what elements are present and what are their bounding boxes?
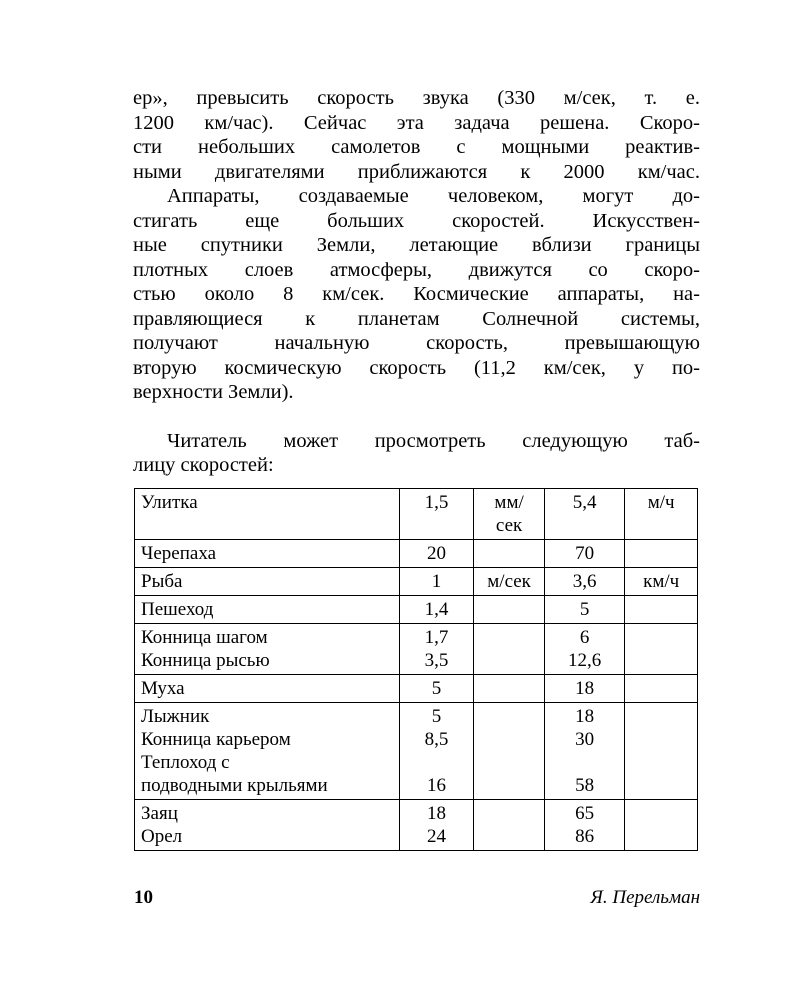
table-cell-line: м/ч <box>647 492 675 513</box>
table-cell-line: Конница карьером <box>141 729 291 750</box>
table-cell-line: Муха <box>141 678 185 699</box>
table-cell-line: Орел <box>141 826 183 847</box>
text-line: лицу скоростей: <box>133 454 274 476</box>
page-body <box>133 86 700 478</box>
speed-alt-unit-cell <box>625 568 698 596</box>
text-line: 1200 км/час). Сейчас эта задача решена. Скоро- <box>133 111 700 134</box>
table-cell-line: 1 <box>431 571 442 592</box>
table-cell-line: Лыжник <box>141 706 210 727</box>
text-line: ер», превысить скорость звука (330 м/сек, т. е. <box>133 87 700 109</box>
text-line: плотных слоев атмосферы, движутся со скоро- <box>133 258 700 281</box>
table-row <box>135 675 698 703</box>
table-cell-line: 1,4 <box>424 599 449 620</box>
paragraph-2 <box>133 184 700 405</box>
animal-name-cell <box>135 596 400 624</box>
table-cell-line: 3,6 <box>572 571 597 592</box>
table-cell-line: 18 <box>427 803 447 824</box>
animal-name-cell <box>135 800 400 851</box>
speed-unit-cell <box>474 489 545 540</box>
table-cell-line <box>551 751 618 774</box>
paragraph-3 <box>133 429 700 478</box>
running-author: Я. Перельман <box>590 887 700 908</box>
table-cell-line: 12,6 <box>568 650 602 671</box>
table-cell-line: Пешеход <box>141 599 214 620</box>
table-cell-line: Конница шагом <box>141 627 268 648</box>
speed-alt-value-cell <box>544 568 624 596</box>
table-cell-line: 86 <box>575 826 595 847</box>
animal-name-cell <box>135 489 400 540</box>
speed-alt-value-cell <box>544 540 624 568</box>
speed-alt-value-cell <box>544 624 624 675</box>
speed-value-cell <box>399 624 473 675</box>
animal-name-cell <box>135 703 400 800</box>
table-cell-line: 6 <box>579 627 590 648</box>
speed-alt-value-cell <box>544 489 624 540</box>
table-row <box>135 568 698 596</box>
speed-alt-unit-cell <box>625 540 698 568</box>
speed-alt-value-cell <box>544 675 624 703</box>
speed-unit-cell <box>474 596 545 624</box>
speed-alt-unit-cell <box>625 703 698 800</box>
table-cell-line: Черепаха <box>141 543 216 564</box>
animal-name-cell <box>135 624 400 675</box>
text-line: ными двигателями приближаются к 2000 км/час. <box>133 160 700 183</box>
table-cell-line: 58 <box>575 775 595 796</box>
speed-alt-unit-cell <box>625 675 698 703</box>
speed-alt-value-cell <box>544 800 624 851</box>
table-cell-line: Конница рысью <box>141 650 270 671</box>
speed-value-cell <box>399 540 473 568</box>
table-cell-line <box>406 751 467 774</box>
table-row <box>135 703 698 800</box>
table-row <box>135 596 698 624</box>
animal-name-cell <box>135 540 400 568</box>
table-row <box>135 800 698 851</box>
speed-value-cell <box>399 675 473 703</box>
text-line: ные спутники Земли, летающие вблизи границы <box>133 234 700 256</box>
table-cell-line: 5 <box>431 678 442 699</box>
speed-table <box>134 488 698 851</box>
table-row <box>135 489 698 540</box>
table-cell-line: 70 <box>575 543 595 564</box>
speed-table-body <box>135 489 698 851</box>
speed-value-cell <box>399 800 473 851</box>
speed-value-cell <box>399 703 473 800</box>
table-cell-line: 16 <box>427 775 447 796</box>
speed-alt-unit-cell <box>625 489 698 540</box>
table-cell-line: Рыба <box>141 571 183 592</box>
table-cell-line: 30 <box>575 729 595 750</box>
text-line: Читатель может просмотреть следующую таб- <box>167 429 700 452</box>
animal-name-cell <box>135 568 400 596</box>
animal-name-cell <box>135 675 400 703</box>
speed-unit-cell <box>474 624 545 675</box>
table-cell-line: мм/ <box>494 492 524 513</box>
table-cell-line: 3,5 <box>424 650 449 671</box>
speed-alt-value-cell <box>544 703 624 800</box>
table-cell-line: 18 <box>575 706 595 727</box>
table-cell-line: 65 <box>575 803 595 824</box>
table-cell-line: подводными крыльями <box>141 775 328 796</box>
speed-alt-unit-cell <box>625 800 698 851</box>
table-cell-line: Теплоход с <box>141 752 230 773</box>
paragraph-gap <box>133 405 700 429</box>
speed-value-cell <box>399 489 473 540</box>
table-cell-line: Улитка <box>141 492 198 513</box>
table-cell-line: сек <box>495 515 523 536</box>
speed-value-cell <box>399 596 473 624</box>
table-cell-line: 5 <box>579 599 590 620</box>
speed-alt-value-cell <box>544 596 624 624</box>
table-cell-line: м/сек <box>487 571 531 592</box>
table-row <box>135 624 698 675</box>
paragraph-1 <box>133 86 700 184</box>
speed-alt-unit-cell <box>625 596 698 624</box>
text-line: Аппараты, создаваемые человеком, могут до- <box>167 185 700 207</box>
table-cell-line: 18 <box>575 678 595 699</box>
table-row <box>135 540 698 568</box>
text-line: стигать еще больших скоростей. Искусствен- <box>133 209 700 232</box>
speed-unit-cell <box>474 675 545 703</box>
table-cell-line: 1,7 <box>424 627 449 648</box>
text-line: вторую космическую скорость (11,2 км/сек, у по- <box>133 356 700 379</box>
speed-alt-unit-cell <box>625 624 698 675</box>
page-number: 10 <box>134 887 153 908</box>
table-cell-line: 1,5 <box>424 492 449 513</box>
text-line: получают начальную скорость, превышающую <box>133 332 700 354</box>
speed-unit-cell <box>474 800 545 851</box>
speed-unit-cell <box>474 540 545 568</box>
table-cell-line: км/ч <box>643 571 680 592</box>
table-cell-line: 20 <box>427 543 447 564</box>
text-line: стью около 8 км/сек. Космические аппараты, на- <box>133 283 700 305</box>
table-cell-line: 24 <box>427 826 447 847</box>
speed-unit-cell <box>474 703 545 800</box>
text-line: правляющиеся к планетам Солнечной системы, <box>133 307 700 330</box>
speed-unit-cell <box>474 568 545 596</box>
table-cell-line: 5 <box>431 706 442 727</box>
table-cell-line: 5,4 <box>572 492 597 513</box>
speed-value-cell <box>399 568 473 596</box>
table-cell-line: Заяц <box>141 803 178 824</box>
text-line: верхности Земли). <box>133 381 294 403</box>
text-line: сти небольших самолетов с мощными реактив- <box>133 136 700 158</box>
table-cell-line: 8,5 <box>424 729 449 750</box>
